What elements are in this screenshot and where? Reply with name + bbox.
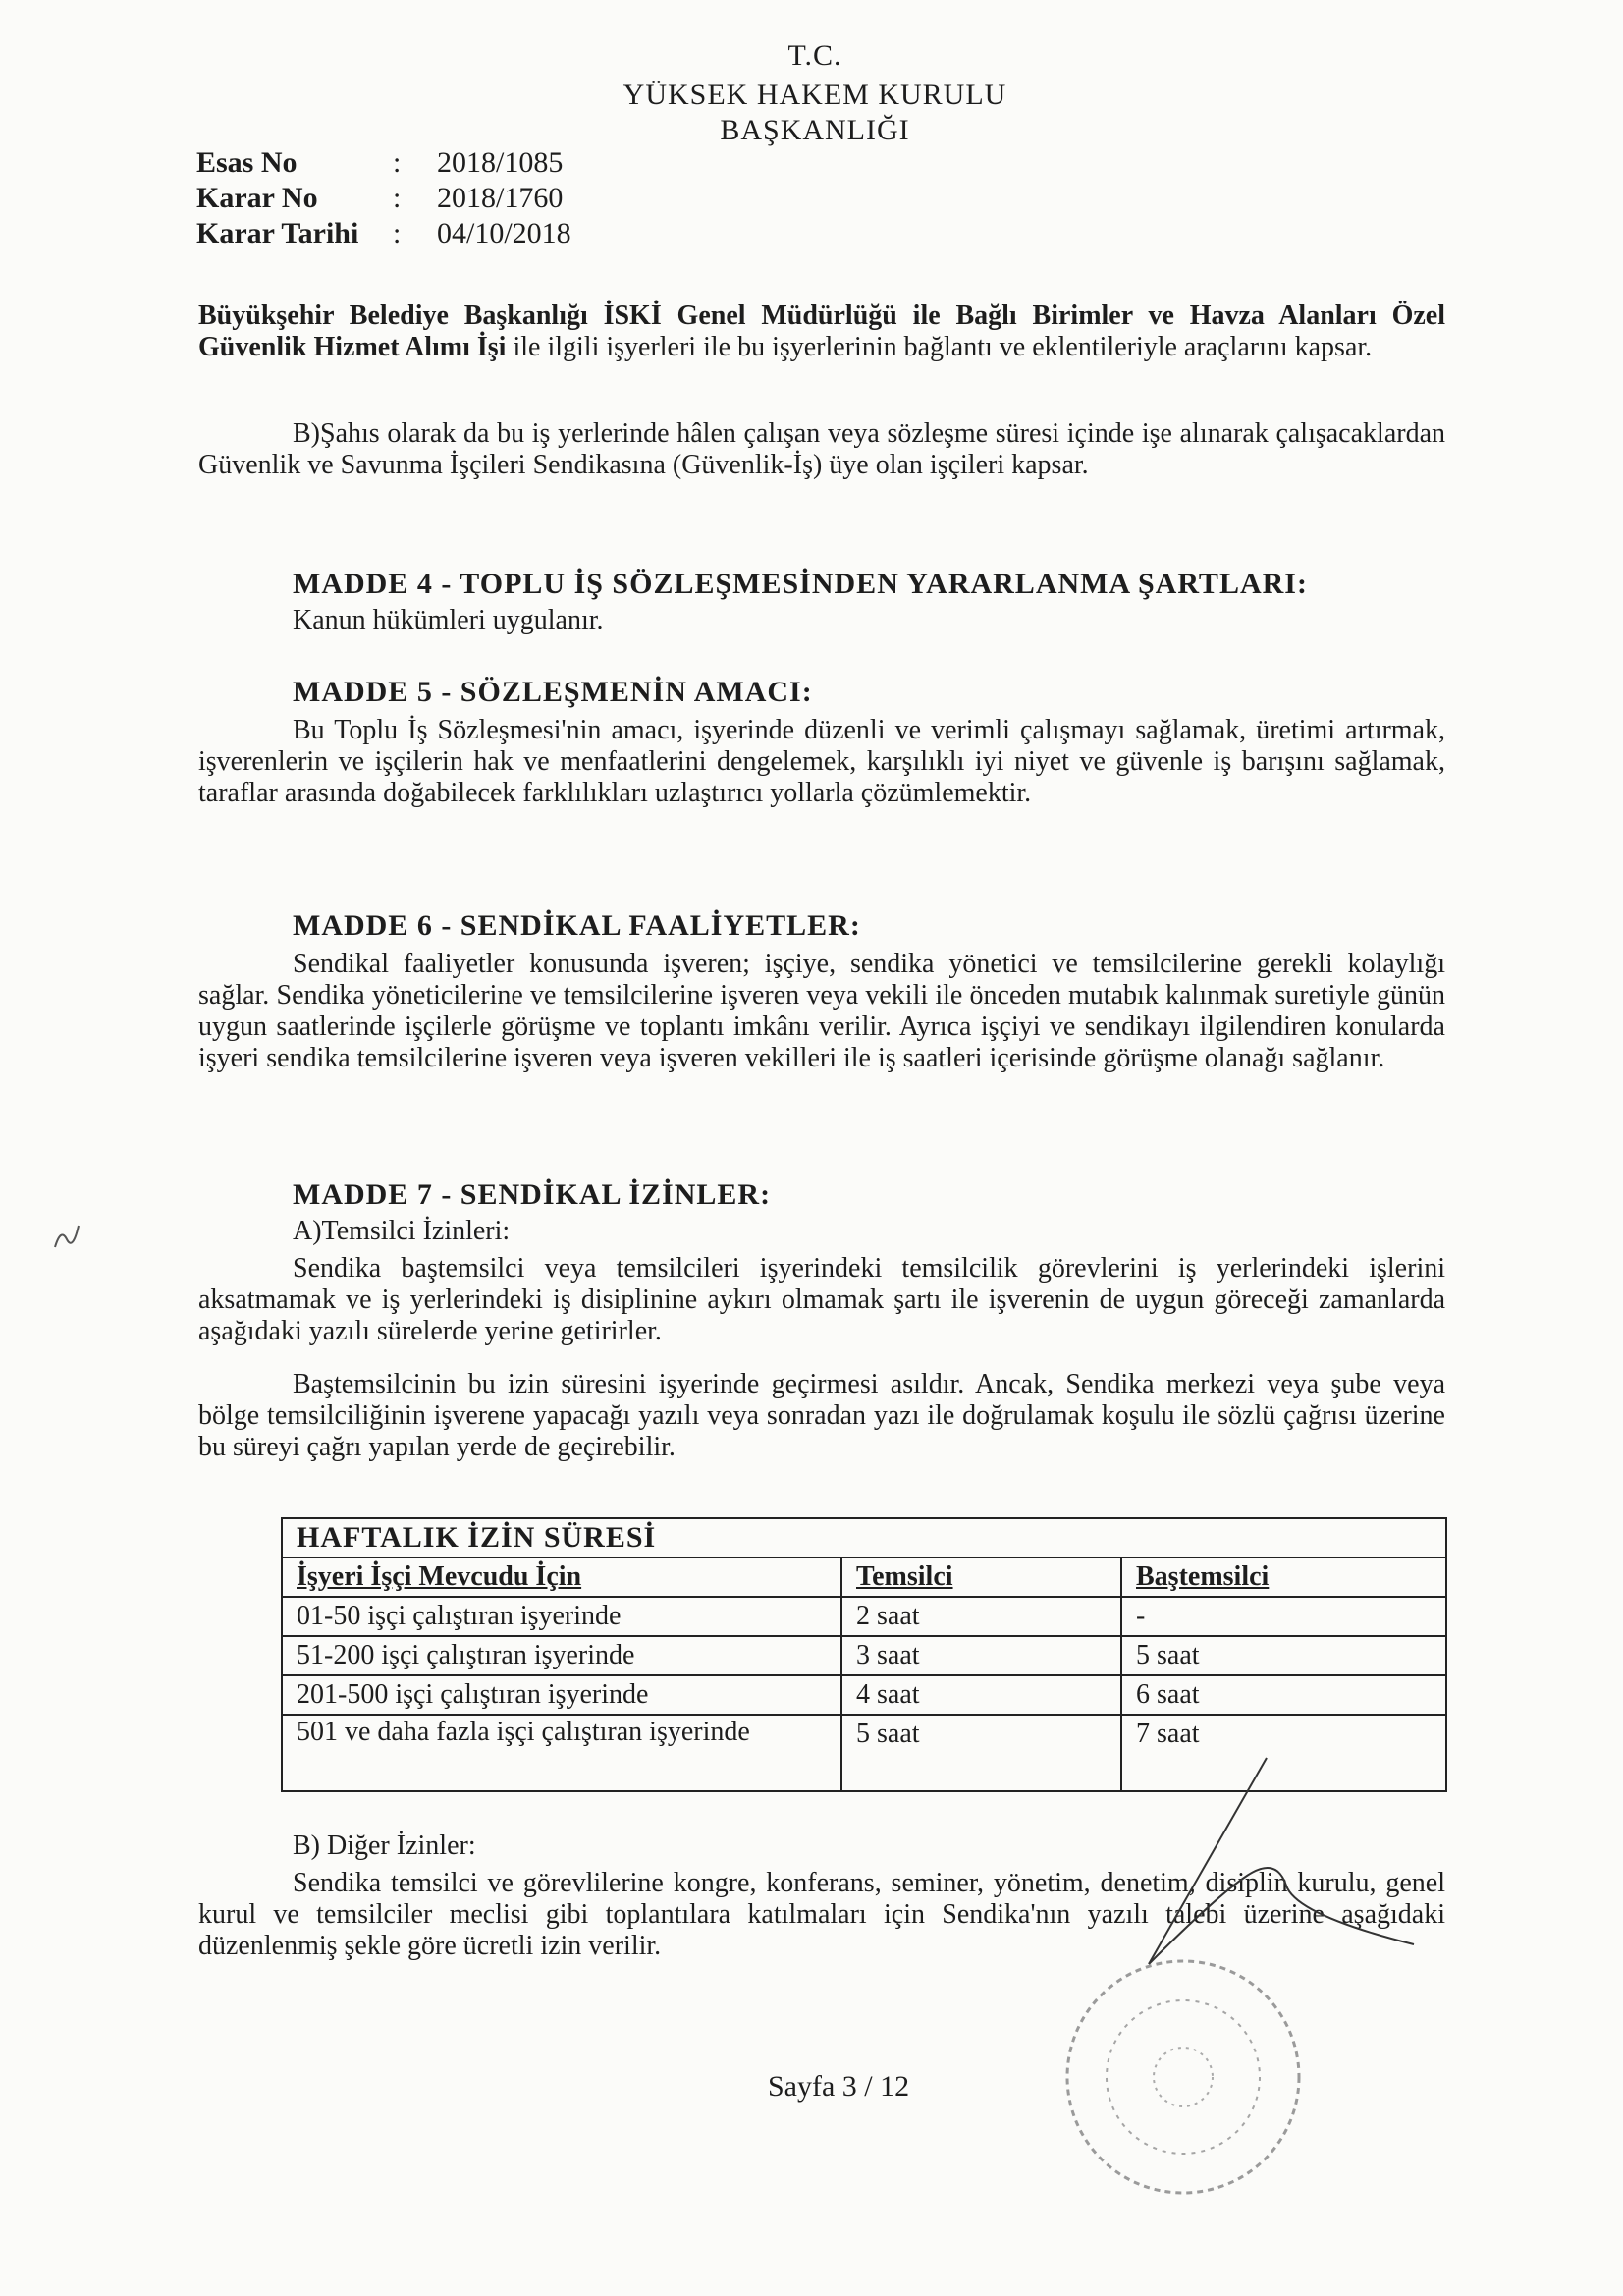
table-header: İşyeri İşçi Mevcudu İçin: [282, 1558, 841, 1597]
table-header: Baştemsilci: [1121, 1558, 1446, 1597]
madde7-para2: [198, 1369, 1445, 1463]
table-cell: -: [1121, 1597, 1446, 1636]
meta-value: 2018/1760: [437, 182, 564, 214]
madde7-para1-text: Sendika baştemsilci veya temsilcileri işyerindeki temsilcilik görevlerini iş yerlerindeki işlerini aksatmamak ve iş yerlerindeki iş disiplinine aykırı olmamak şartı ile işverenin de uygun göreceği zamanlarda aşağıdaki yazılı sürelerde yerine getirirler.: [198, 1253, 1445, 1346]
meta-sep: :: [393, 146, 402, 179]
table-cell: 2 saat: [841, 1597, 1121, 1636]
madde4-title: MADDE 4 - TOPLU İŞ SÖZLEŞMESİNDEN YARARLANMA ŞARTLARI:: [293, 568, 1308, 600]
madde7-title: MADDE 7 - SENDİKAL İZİNLER:: [293, 1178, 772, 1211]
sub-b-title: B) Diğer İzinler:: [293, 1831, 476, 1861]
table-cell: 5 saat: [841, 1715, 1121, 1791]
signature-mark: [1129, 1748, 1424, 1974]
madde6-title: MADDE 6 - SENDİKAL FAALİYETLER:: [293, 909, 861, 942]
table-cell: 4 saat: [841, 1675, 1121, 1715]
table-row: [282, 1675, 1446, 1715]
table-cell: 7 saat: [1121, 1715, 1446, 1791]
madde5-body: [198, 715, 1445, 809]
page-number: Sayfa 3 / 12: [768, 2070, 910, 2103]
header-presidency: BAŞKANLIĞI: [720, 114, 910, 146]
madde5-title: MADDE 5 - SÖZLEŞMENİN AMACI:: [293, 676, 813, 708]
meta-key: Karar No: [196, 182, 318, 214]
table-header: Temsilci: [841, 1558, 1121, 1597]
madde4-body: Kanun hükümleri uygulanır.: [293, 605, 604, 635]
table-row: [282, 1597, 1446, 1636]
meta-key: Esas No: [196, 146, 298, 179]
sub-b-text: Sendika temsilci ve görevlilerine kongre, konferans, seminer, yönetim, denetim, disiplin kurulu, genel kurul ve temsilciler meclisi gibi toplantılara katılmaları için Sendika'nın yazılı talebi üzerine aşağıdaki düzenlenmiş şekle göre ücretli izin verilir.: [198, 1868, 1445, 1961]
meta-key: Karar Tarihi: [196, 217, 359, 249]
intro-paragraph: [198, 301, 1445, 363]
meta-value: 04/10/2018: [437, 217, 571, 249]
paragraph-b: [198, 418, 1445, 481]
table-title-row: [282, 1518, 1446, 1558]
paragraph-b-text: B)Şahıs olarak da bu iş yerlerinde hâlen çalışan veya sözleşme süresi içinde işe alınarak çalışacaklardan Güvenlik ve Savunma İşçileri Sendikasına (Güvenlik-İş) üye olan işçileri kapsar.: [198, 418, 1445, 480]
meta-sep: :: [393, 182, 402, 214]
meta-row-tarih: [196, 216, 571, 251]
madde6-text: Sendikal faaliyetler konusunda işveren; işçiye, sendika yönetici ve temsilcilerine gerekli kolaylığı sağlar. Sendika yöneticilerine ve temsilcilerine işveren veya vekili ile önceden mutabık kalınmak suretiyle günün uygun saatlerinde işçilerle görüşme ve toplantı imkânı verilir. Ayrıca işçiyi ve sendikayı ilgilendiren konularda işyeri sendika temsilcilerine işveren veya işveren vekilleri ile iş saatleri içerisinde görüşme olanağı sağlanır.: [198, 949, 1445, 1073]
table-cell: 6 saat: [1121, 1675, 1446, 1715]
case-meta: [196, 145, 571, 251]
header-institution: YÜKSEK HAKEM KURULU: [622, 79, 1007, 111]
madde7-para2-text: Baştemsilcinin bu izin süresini işyerinde geçirmesi asıldır. Ancak, Sendika merkezi veya şube veya bölge temsilciliğinin işverene yapacağı yazılı veya sonradan yazı ile doğrulamak koşulu ile sözlü çağrısı üzerine bu süreyi çağrı yapılan yerde de geçirebilir.: [198, 1369, 1445, 1462]
meta-value: 2018/1085: [437, 146, 564, 179]
margin-initial-mark: [47, 1218, 86, 1257]
official-stamp: [1055, 1949, 1311, 2205]
table-cell: 5 saat: [1121, 1636, 1446, 1675]
meta-sep: :: [393, 217, 402, 249]
meta-row-karar: [196, 181, 571, 216]
madde7-para1: [198, 1253, 1445, 1347]
madde7-sub-a: A)Temsilci İzinleri:: [293, 1216, 511, 1246]
table-cell: 01-50 işçi çalıştıran işyerinde: [282, 1597, 841, 1636]
table-cell: 3 saat: [841, 1636, 1121, 1675]
madde6-body: [198, 949, 1445, 1074]
table-cell: 501 ve daha fazla işçi çalıştıran işyerinde: [282, 1715, 841, 1791]
intro-bold: Büyükşehir Belediye Başkanlığı İSKİ Genel Müdürlüğü ile Bağlı Birimler ve Havza Alanları Özel Güvenlik Hizmet Alımı İşi: [198, 301, 1445, 362]
madde5-text: Bu Toplu İş Sözleşmesi'nin amacı, işyerinde düzenli ve verimli çalışmayı sağlamak, üretimi artırmak, işverenlerin ve işçilerin hak ve menfaatlerini dengelemek, karşılıklı iyi niyet ve güvenle iş barışını sağlamak, taraflar arasında doğabilecek farklılıkları uzlaştırıcı yollarla çözümlemektir.: [198, 715, 1445, 808]
table-header-row: [282, 1558, 1446, 1597]
table-title: HAFTALIK İZİN SÜRESİ: [282, 1518, 1446, 1558]
table-cell: 51-200 işçi çalıştıran işyerinde: [282, 1636, 841, 1675]
table-row: [282, 1636, 1446, 1675]
intro-rest: ile ilgili işyerleri ile bu işyerlerinin bağlantı ve eklentileriyle araçlarını kapsar.: [506, 332, 1373, 362]
meta-row-esas: [196, 145, 571, 181]
table-cell: 201-500 işçi çalıştıran işyerinde: [282, 1675, 841, 1715]
header-tc: T.C.: [787, 39, 842, 72]
